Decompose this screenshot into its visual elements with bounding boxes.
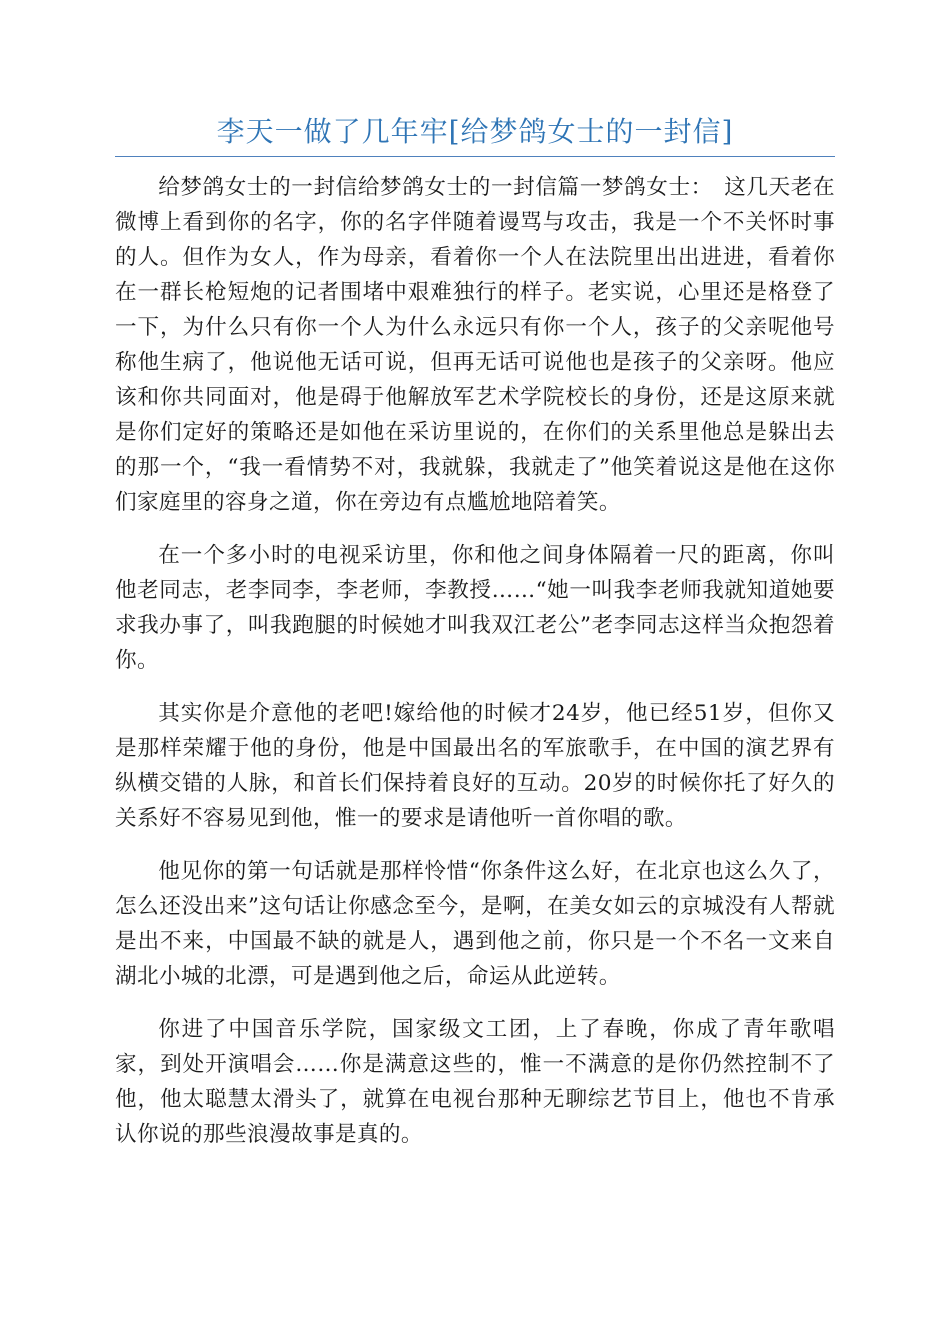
- paragraph-5: 你进了中国音乐学院，国家级文工团，上了春晚，你成了青年歌唱家，到处开演唱会……你是满意这些的，惟一不满意的是你仍然控制不了他，他太聪慧太滑头了，就算在电视台那种无聊综艺节目上，他也不肯承认你说的那些浪漫故事是真的。: [115, 1017, 835, 1147]
- document-title: 李天一做了几年牢[给梦鸽女士的一封信]: [216, 115, 734, 148]
- paragraph-3: 其实你是介意他的老吧!嫁给他的时候才24岁，他已经51岁，但你又是那样荣耀于他的身份，他是中国最出名的军旅歌手，在中国的演艺界有纵横交错的人脉，和首长们保持着良好的互动。20岁的时候你托了好久的关系好不容易见到他，惟一的要求是请他听一首你唱的歌。: [115, 701, 835, 831]
- paragraph-4: 他见你的第一句话就是那样怜惜“你条件这么好，在北京也这么久了，怎么还没出来”这句话让你感念至今，是啊，在美女如云的京城没有人帮就是出不来，中国最不缺的就是人，遇到他之前，你只是一个不名一文来自湖北小城的北漂，可是遇到他之后，命运从此逆转。: [115, 859, 835, 989]
- paragraph-1: 给梦鸽女士的一封信给梦鸽女士的一封信篇一梦鸽女士： 这几天老在微博上看到你的名字，你的名字伴随着谩骂与攻击，我是一个不关怀时事的人。但作为女人，作为母亲，看着你一个人在法院里出出进进，看着你在一群长枪短炮的记者围堵中艰难独行的样子。老实说，心里还是格登了一下，为什么只有你一个人为什么永远只有你一个人，孩子的父亲呢他号称他生病了，他说他无话可说，但再无话可说他也是孩子的父亲呀。他应该和你共同面对，他是碍于他解放军艺术学院校长的身份，还是这原来就是你们定好的策略还是如他在采访里说的，在你们的关系里他总是躲出去的那一个，“我一看情势不对，我就躲，我就走了”他笑着说这是他在这你们家庭里的容身之道，你在旁边有点尴尬地陪着笑。: [115, 175, 835, 515]
- document-body: [115, 170, 835, 1170]
- title-block: [115, 108, 835, 157]
- paragraph-2: 在一个多小时的电视采访里，你和他之间身体隔着一尺的距离，你叫他老同志，老李同李，李老师，李教授……“她一叫我李老师我就知道她要求我办事了，叫我跑腿的时候她才叫我双江老公”老李同志这样当众抱怨着你。: [115, 543, 835, 673]
